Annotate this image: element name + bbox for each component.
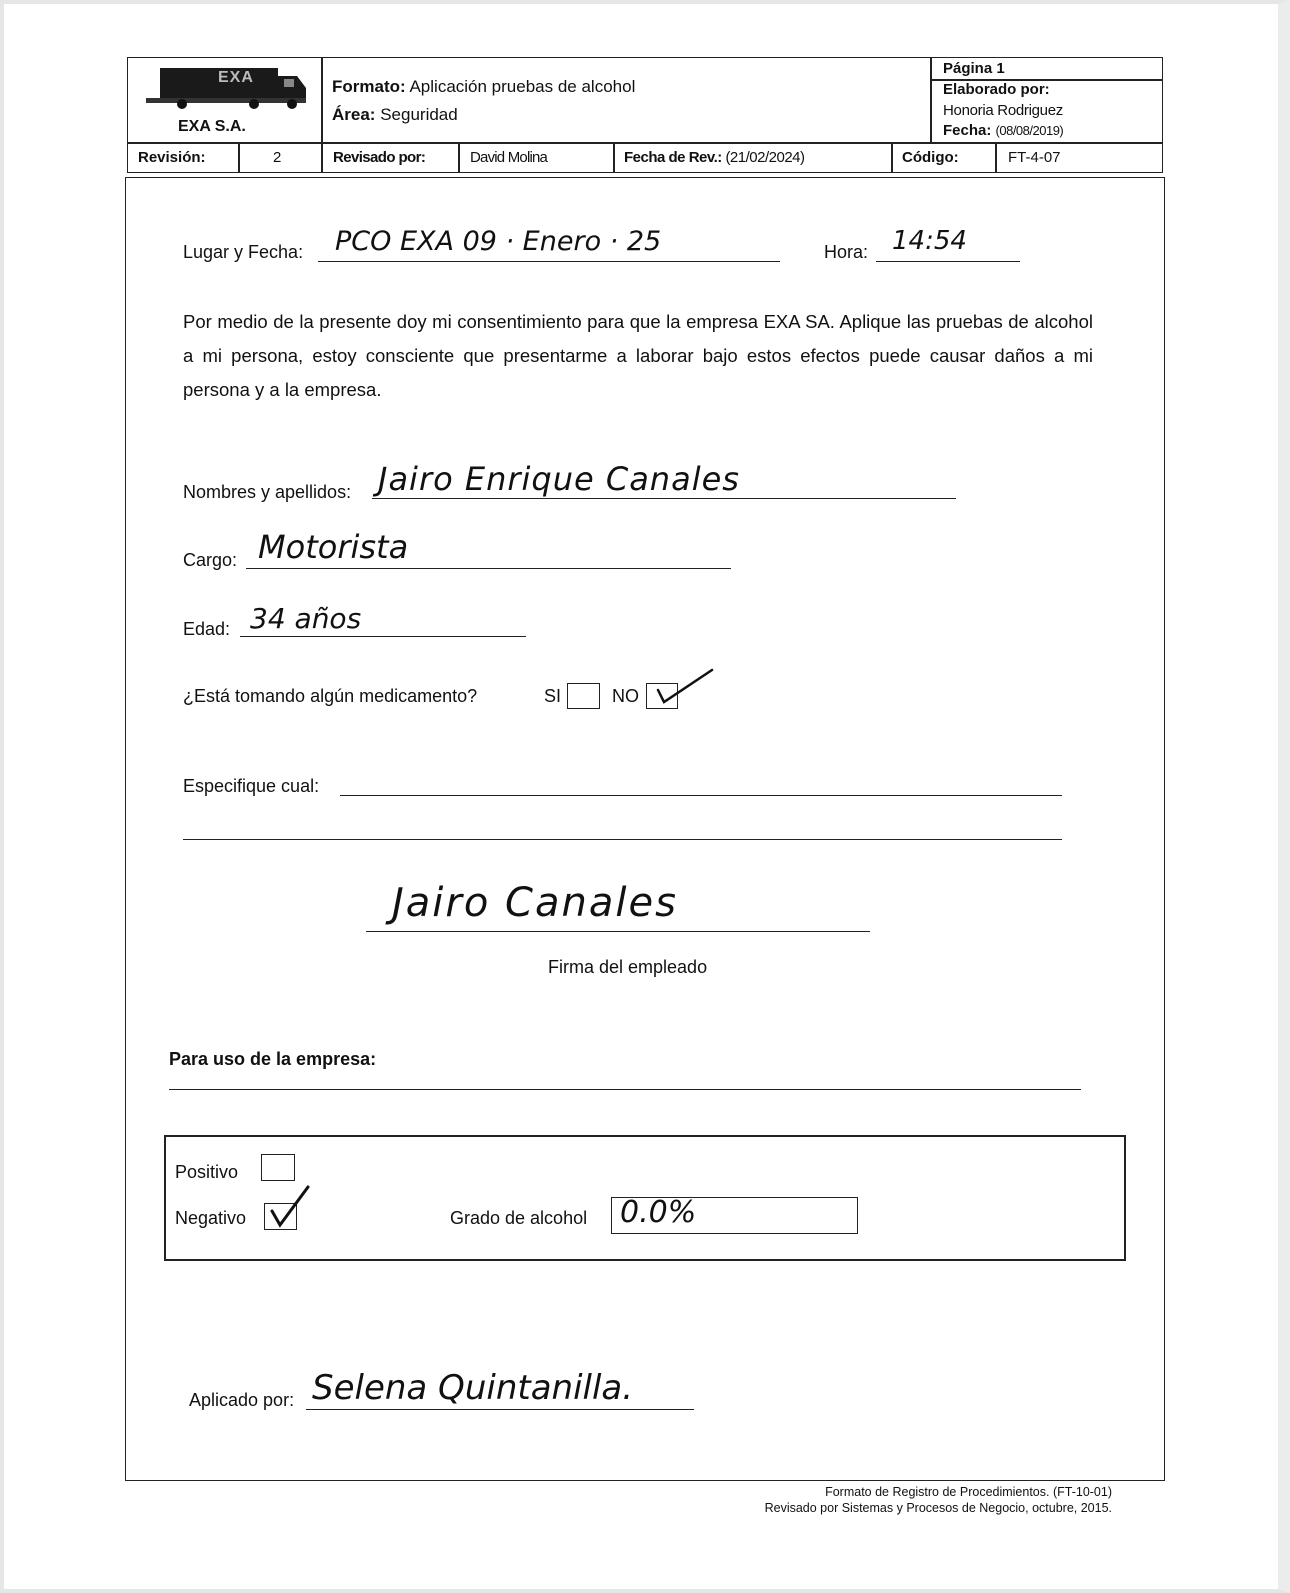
hora-label: Hora:: [824, 242, 869, 262]
positivo-checkbox[interactable]: [261, 1154, 295, 1181]
no-label: NO: [612, 686, 639, 706]
especifique-line-1: [340, 795, 1062, 796]
hora-value[interactable]: 14:54: [892, 226, 967, 256]
revisado-label: Revisado por:: [333, 149, 426, 166]
grado-label: Grado de alcohol: [450, 1208, 588, 1228]
revision-label: Revisión:: [138, 149, 206, 166]
revisado-value: David Molina: [470, 149, 548, 166]
firma-line: [366, 931, 870, 932]
company-use-line: [169, 1089, 1081, 1090]
footer-line-2: Revisado por Sistemas y Procesos de Negocio, octubre, 2015.: [764, 1501, 1112, 1515]
formato-row: [332, 77, 635, 97]
revision-value: 2: [273, 149, 282, 166]
truck-logo-icon: [142, 66, 312, 110]
page-number: Página 1: [943, 60, 1005, 77]
document-footer: [765, 1484, 1112, 1516]
codigo-label: Código:: [902, 149, 959, 166]
nombres-line: [372, 498, 956, 499]
cargo-value[interactable]: Motorista: [258, 528, 409, 566]
lugar-label: Lugar y Fecha:: [183, 242, 304, 262]
formato-value: Aplicación pruebas de alcohol: [409, 77, 636, 96]
formato-label: Formato:: [332, 77, 406, 96]
cargo-line: [246, 568, 731, 569]
elaborado-value: Honoria Rodriguez: [943, 102, 1063, 119]
nombres-value[interactable]: Jairo Enrique Canales: [378, 460, 740, 498]
grado-value: 0.0%: [620, 1195, 697, 1230]
footer-line-1: Formato de Registro de Procedimientos. (FT-10-01): [825, 1485, 1112, 1499]
nombres-label: Nombres y apellidos:: [183, 482, 352, 502]
hora-line: [876, 261, 1020, 262]
medicamento-question: ¿Está tomando algún medicamento?: [183, 686, 478, 706]
employee-signature: Jairo Canales: [392, 880, 678, 926]
form-header: [127, 57, 1163, 173]
aplicado-line: [306, 1409, 694, 1410]
si-label: SI: [544, 686, 562, 706]
consent-paragraph: Por medio de la presente doy mi consentimiento para que la empresa EXA SA. Aplique las pruebas de alcohol a mi persona, estoy consciente que presentarme a laborar bajo estos efectos puede causar daños a mi persona y a la empresa.: [183, 311, 1093, 400]
fecha-rev-row: [624, 149, 805, 166]
fecha-rev-value: (21/02/2024): [725, 149, 805, 166]
area-label: Área:: [332, 105, 376, 124]
lugar-line: [318, 261, 780, 262]
edad-label: Edad:: [183, 619, 231, 639]
fecha-value: (08/08/2019): [995, 123, 1064, 138]
firma-label: Firma del empleado: [548, 957, 708, 977]
si-checkbox[interactable]: [567, 683, 600, 709]
edad-value[interactable]: 34 años: [250, 602, 362, 635]
fecha-row: [943, 122, 1063, 139]
company-use-title: Para uso de la empresa:: [169, 1049, 377, 1069]
cargo-label: Cargo:: [183, 550, 238, 570]
elaborado-label: Elaborado por:: [943, 81, 1050, 98]
especifique-label: Especifique cual:: [183, 776, 320, 796]
area-row: [332, 105, 458, 125]
fecha-label: Fecha:: [943, 122, 992, 139]
edad-line: [240, 636, 526, 637]
fecha-rev-label: Fecha de Rev.:: [624, 149, 722, 166]
lugar-value[interactable]: PCO EXA 09 · Enero · 25: [335, 226, 662, 257]
logo-text: EXA: [218, 69, 254, 86]
negativo-checkmark-icon: [266, 1185, 312, 1230]
area-value: Seguridad: [380, 105, 458, 124]
negativo-label: Negativo: [175, 1208, 247, 1228]
especifique-line-2: [183, 839, 1062, 840]
positivo-label: Positivo: [175, 1162, 239, 1182]
codigo-value: FT-4-07: [1008, 149, 1061, 166]
aplicado-label: Aplicado por:: [189, 1390, 295, 1410]
no-checkmark-icon: [650, 664, 715, 709]
aplicado-value[interactable]: Selena Quintanilla.: [312, 1368, 634, 1408]
company-name: EXA S.A.: [178, 118, 246, 135]
